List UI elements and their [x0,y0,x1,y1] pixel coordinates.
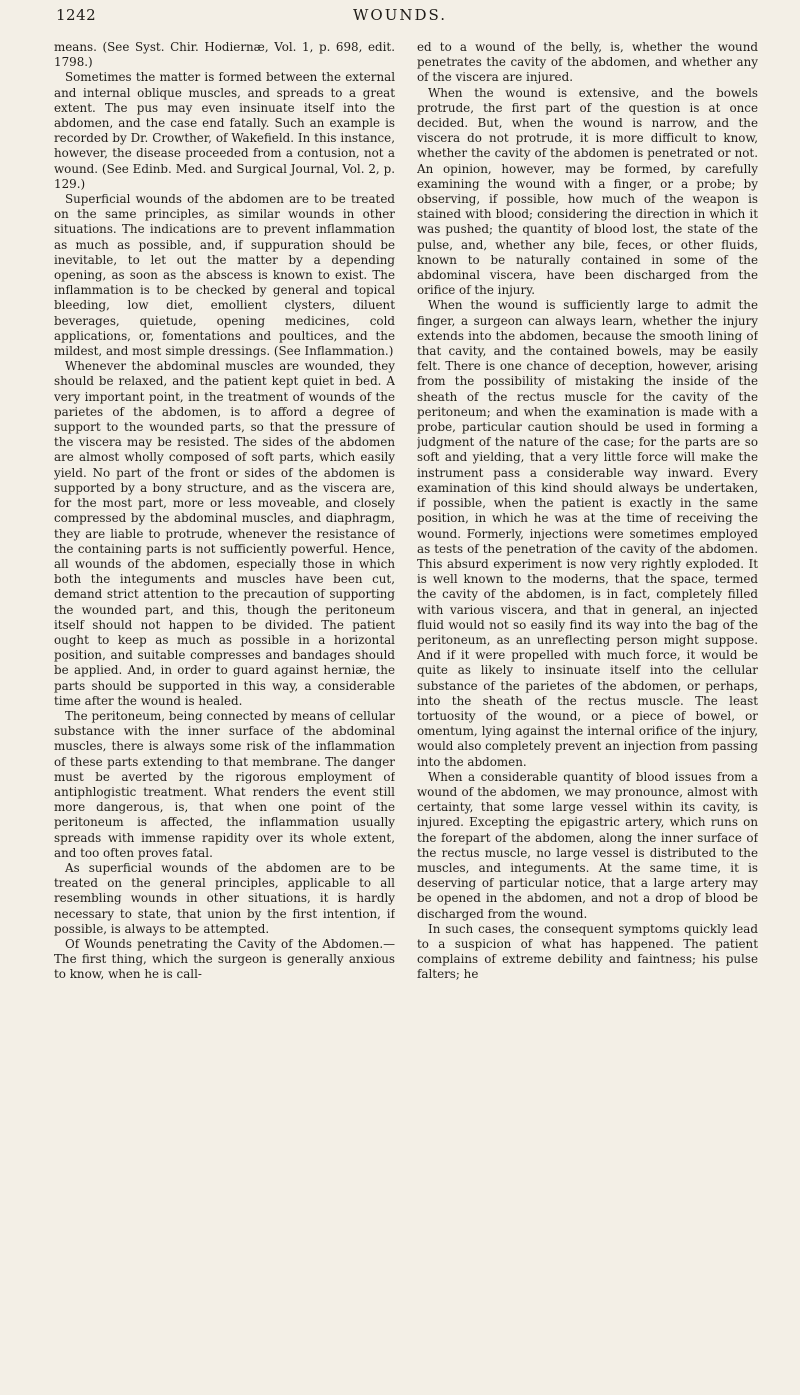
paragraph: When the wound is sufficiently large to admit the finger, a surgeon can always learn, whether the injury extends into the abdomen, because the smooth lining of that cavity, and the contained bowels, may be easily felt. There is one chance of deception, however, arising from the possibility of mistaking the inside of the sheath of the rectus muscle for the cavity of the peritoneum; and when the examination is made with a probe, particular caution should be used in forming a judgment of the nature of the case; for the parts are so soft and yielding, that a very little force will make the instrument pass a considerable way inward. Every examination of this kind should always be undertaken, if possible, when the patient is exactly in the same position, in which he was at the time of receiving the wound. Formerly, injections were sometimes employed as tests of the penetration of the cavity of the abdomen. This absurd experiment is now very rightly exploded. It is well known to the moderns, that the space, termed the cavity of the abdomen, is in fact, completely filled with various viscera, and that in general, an injected fluid would not so easily find its way into the bag of the peritoneum, as an unreflecting person might suppose. And if it were propelled with much force, it would be quite as likely to insinuate itself into the cellular substance of the parietes of the abdomen, or perhaps, into the sheath of the rectus muscle. The least tortuosity of the wound, or a piece of bowel, or omentum, lying against the internal orifice of the injury, would also completely prevent an injection from passing into the abdomen. [417,298,758,769]
paragraph: When a considerable quantity of blood issues from a wound of the abdomen, we may pronounce, almost with certainty, that some large vessel within its cavity, is injured. Excepting the epigastric artery, which runs on the forepart of the abdomen, along the inner surface of the rectus muscle, no large vessel is distributed to the muscles, and integuments. At the same time, it is deserving of particular notice, that a large artery may be opened in the abdomen, and not a drop of blood be discharged from the wound. [417,769,758,921]
paragraph: Superficial wounds of the abdomen are to be treated on the same principles, as similar wounds in other situations. The indications are to prevent inflammation as much as possible, and, if suppuration should be inevitable, to let out the matter by a depending opening, as soon as the abscess is known to exist. The inflammation is to be checked by general and topical bleeding, low diet, emollient clysters, diluent beverages, quietude, opening medicines, cold applications, or, fomentations and poultices, and the mildest, and most simple dressings. (See Inflammation.) [54,192,395,359]
page-header [0,6,800,36]
running-head: WOUNDS. [352,6,448,24]
paragraph: Sometimes the matter is formed between the external and internal oblique muscles, and spreads to a great extent. The pus may even insinuate itself into the abdomen, and the case end fatally. Such an example is recorded by Dr. Crowther, of Wakefield. In this instance, however, the disease proceeded from a contusion, not a wound. (See Edinb. Med. and Surgical Journal, Vol. 2, p. 129.) [54,70,395,191]
paragraph: When the wound is extensive, and the bowels protrude, the first part of the question is at once decided. But, when the wound is narrow, and the viscera do not protrude, it is more difficult to know, whether the cavity of the abdomen is penetrated or not. An opinion, however, may be formed, by carefully examining the wound with a finger, or a probe; by observing, if possible, how much of the weapon is stained with blood; considering the direction in which it was pushed; the quantity of blood lost, the state of the pulse, and, whether any bile, feces, or other fluids, known to be naturally contained in some of the abdominal viscera, have been discharged from the orifice of the injury. [417,85,758,298]
paragraph: means. (See Syst. Chir. Hodiernæ, Vol. 1, p. 698, edit. 1798.) [54,40,395,70]
text-columns [54,40,758,1385]
paragraph: Whenever the abdominal muscles are wounded, they should be relaxed, and the patient kept quiet in bed. A very important point, in the treatment of wounds of the parietes of the abdomen, is to afford a degree of support to the wounded parts, so that the pressure of the viscera may be resisted. The sides of the abdomen are almost wholly composed of soft parts, which easily yield. No part of the front or sides of the abdomen is supported by a bony structure, and as the viscera are, for the most part, more or less moveable, and closely compressed by the abdominal muscles, and diaphragm, they are liable to protrude, whenever the resistance of the containing parts is not sufficiently powerful. Hence, all wounds of the abdomen, especially those in which both the integuments and muscles have been cut, demand strict attention to the precaution of supporting the wounded part, and this, though the peritoneum itself should not happen to be divided. The patient ought to keep as much as possible in a horizontal position, and suitable compresses and bandages should be applied. And, in order to guard against herniæ, the parts should be supported in this way, a considerable time after the wound is healed. [54,359,395,708]
paragraph: ed to a wound of the belly, is, whether the wound penetrates the cavity of the abdomen, and whether any of the viscera are injured. [417,40,758,85]
right-column [417,40,758,1385]
paragraph: In such cases, the consequent symptoms quickly lead to a suspicion of what has happened. The patient complains of extreme debility and faintness; his pulse falters; he [417,921,758,982]
page-number: 1242 [56,6,97,24]
paragraph: As superficial wounds of the abdomen are to be treated on the general principles, applicable to all resembling wounds in other situations, it is hardly necessary to state, that union by the first intention, if possible, is always to be attempted. [54,860,395,936]
paragraph: The peritoneum, being connected by means of cellular substance with the inner surface of the abdominal muscles, there is always some risk of the inflammation of these parts extending to that membrane. The danger must be averted by the rigorous employment of antiphlogistic treatment. What renders the event still more dangerous, is, that when one point of the peritoneum is affected, the inflammation usually spreads with immense rapidity over its whole extent, and too often proves fatal. [54,708,395,860]
left-column [54,40,395,1385]
paragraph: Of Wounds penetrating the Cavity of the Abdomen.—The first thing, which the surgeon is generally anxious to know, when he is call- [54,936,395,982]
